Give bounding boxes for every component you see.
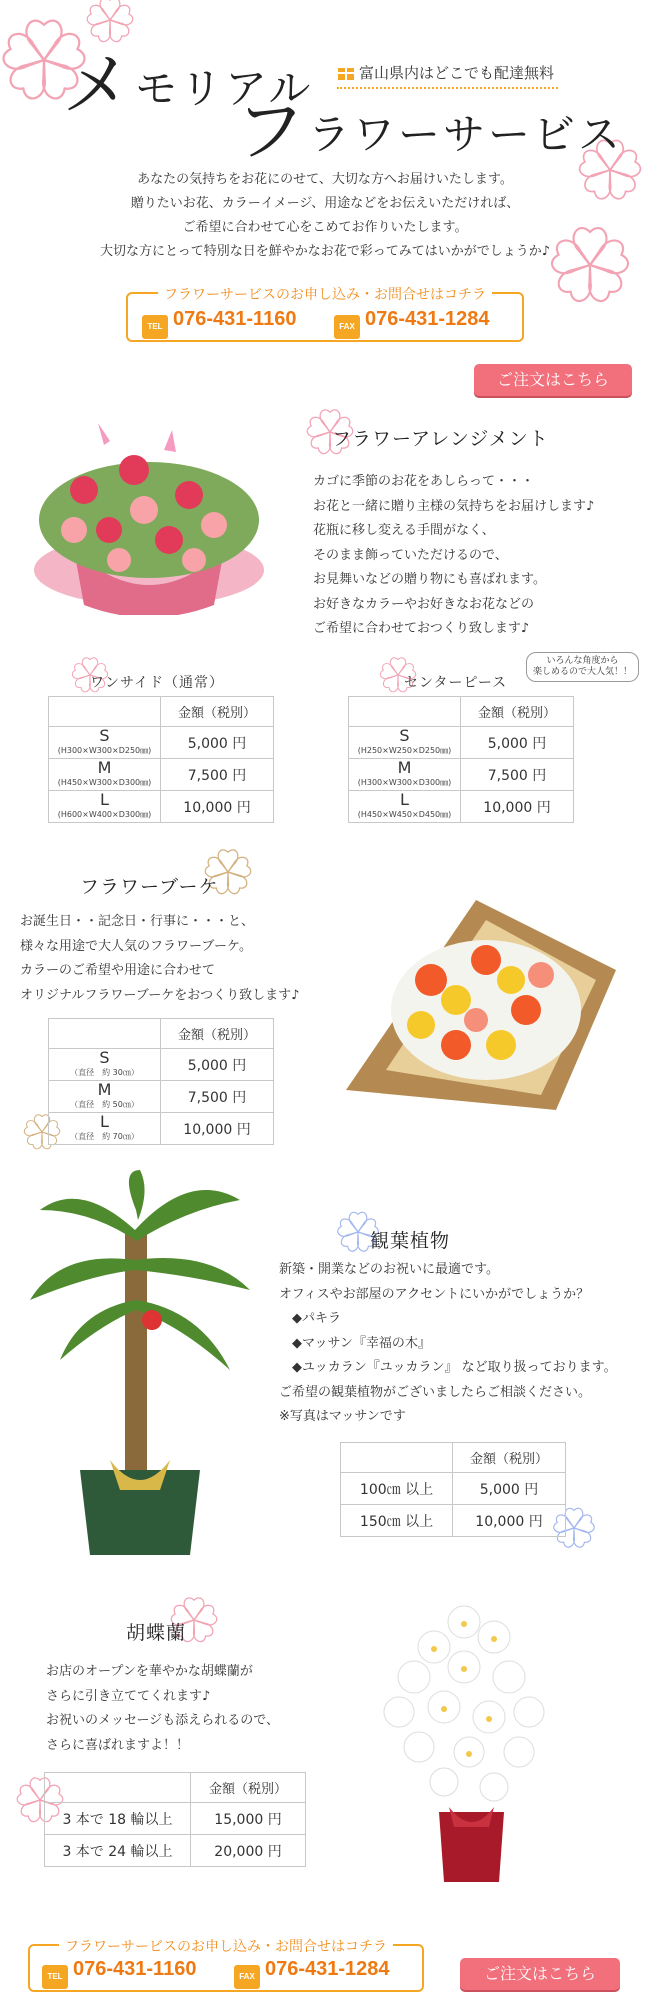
intro-line: 贈りたいお花、カラーイメージ、用途などをお伝えいただければ、 (130, 196, 520, 211)
fax-icon: FAX (334, 315, 360, 339)
table-row: S (H300×W300×D250㎜) 5,000 円 (49, 727, 274, 759)
table-row: S （直径 約 30㎝） 5,000 円 (49, 1049, 274, 1081)
tel-number[interactable]: TEL 076-431-1160 (142, 308, 296, 339)
table-row: 100㎝ 以上 5,000 円 (341, 1473, 566, 1505)
table-row: 150㎝ 以上 10,000 円 (341, 1505, 566, 1537)
title-rest: ラワーサービス (308, 110, 624, 159)
arrangement-photo (14, 400, 284, 615)
centerpiece-price-table: 金額（税別） S (H250×W250×D250㎜) 5,000 円 M (H300×W300×D300㎜) 7,500 円 L (H450×W450×D450㎜) 10,000 円 (348, 696, 574, 823)
delivery-badge-text: 富山県内はどこでも配達無料 (359, 64, 555, 82)
intro-text (0, 168, 650, 264)
orchid-title: 胡蝶蘭 (126, 1622, 187, 1644)
phone-icon: TEL (42, 1965, 68, 1989)
plants-price-table: 金額（税別） 100㎝ 以上 5,000 円 150㎝ 以上 10,000 円 (340, 1442, 566, 1537)
contact-box (126, 287, 524, 342)
arrangement-desc: カゴに季節のお花をあしらって・・・ お花と一緒に贈り主様の気持ちをお届けします♪ 花瓶に移し変える手間がなく、 そのまま飾っていただけるので、 お見舞いなどの贈り物にも喜ばれます。 お好きなカラーやお好きなお花などの ご希望に合わせておつくり致します♪ (313, 474, 595, 636)
plants-desc: 新築・開業などのお祝いに最適です。 オフィスやお部屋のアクセントにいかがでしょうか？ ◆パキラ ◆マッサン『幸福の木』 ◆ユッカラン『ユッカラン』 など取り扱っております。 ご希望の観葉植物がございましたらご相談ください。 ※写真はマッサンです (279, 1262, 617, 1424)
order-button[interactable]: ご注文はこちら (474, 364, 632, 396)
orchid-price-table: 金額（税別） 3 本で 18 輪以上 15,000 円 3 本で 24 輪以上 20,000 円 (44, 1772, 306, 1867)
gift-icon (337, 63, 355, 81)
table-row: 3 本で 24 輪以上 20,000 円 (45, 1835, 306, 1867)
onesided-price-table: 金額（税別） S (H300×W300×D250㎜) 5,000 円 M (H450×W300×D300㎜) 7,500 円 L (H600×W400×D300㎜) 10,000 円 (48, 696, 274, 823)
contact-title: フラワーサービスのお申し込み・お問合せはコチラ (30, 1936, 422, 1956)
plants-title: 観葉植物 (370, 1230, 451, 1252)
order-button-bottom[interactable]: ご注文はこちら (460, 1958, 620, 1990)
table-row: L (H450×W450×D450㎜) 10,000 円 (349, 791, 574, 823)
page-title-line1: メモリアル (62, 44, 314, 126)
orchid-photo (344, 1592, 596, 1892)
fax-number[interactable]: FAX 076-431-1284 (334, 308, 490, 339)
bouquet-price-table: 金額（税別） S （直径 約 30㎝） 5,000 円 M （直径 約 50㎝） 7,500 円 L （直径 約 70㎝） 10,000 円 (48, 1018, 274, 1145)
popular-bubble: いろんな角度から 楽しめるので大人気！！ (526, 652, 639, 682)
orchid-desc: お店のオープンを華やかな胡蝶蘭が さらに引き立ててくれます♪ お祝いのメッセージも添えられるので、 さらに喜ばれますよ！！ (46, 1664, 279, 1753)
title-rest: モリアル (135, 64, 314, 113)
fax-number[interactable]: FAX 076-431-1284 (234, 1958, 390, 1989)
intro-line: あなたの気持ちをお花にのせて、大切な方へお届けいたします。 (137, 172, 513, 187)
centerpiece-caption: センターピース (404, 675, 508, 691)
intro-line: ご希望に合わせて心をこめてお作りいたします。 (182, 220, 468, 235)
arrangement-title: フラワーアレンジメント (332, 428, 549, 450)
table-row: L (H600×W400×D300㎜) 10,000 円 (49, 791, 274, 823)
intro-line: 大切な方にとって特別な日を鮮やかなお花で彩ってみてはいかがでしょうか♪ (99, 244, 551, 259)
page-title-line2: フラワーサービス (235, 90, 624, 172)
contact-box-bottom (28, 1939, 424, 1992)
table-row: M (H300×W300×D300㎜) 7,500 円 (349, 759, 574, 791)
phone-icon: TEL (142, 315, 168, 339)
delivery-badge (337, 62, 558, 89)
sakura-icon (86, 0, 134, 44)
plant-photo (20, 1170, 260, 1560)
table-row: 3 本で 18 輪以上 15,000 円 (45, 1803, 306, 1835)
table-row: L （直径 約 70㎝） 10,000 円 (49, 1113, 274, 1145)
table-row: S (H250×W250×D250㎜) 5,000 円 (349, 727, 574, 759)
table-row: M (H450×W300×D300㎜) 7,500 円 (49, 759, 274, 791)
bouquet-title: フラワーブーケ (80, 876, 219, 898)
tel-number[interactable]: TEL 076-431-1160 (42, 1958, 196, 1989)
contact-title: フラワーサービスのお申し込み・お問合せはコチラ (128, 284, 522, 304)
onesided-caption: ワンサイド（通常） (90, 675, 225, 691)
bouquet-photo (326, 880, 626, 1120)
bouquet-desc: お誕生日・・記念日・行事に・・・と、 様々な用途で大人気のフラワーブーケ。 カラーのご希望や用途に合わせて オリジナルフラワーブーケをおつくり致します♪ (20, 914, 300, 1003)
fax-icon: FAX (234, 1965, 260, 1989)
table-row: M （直径 約 50㎝） 7,500 円 (49, 1081, 274, 1113)
